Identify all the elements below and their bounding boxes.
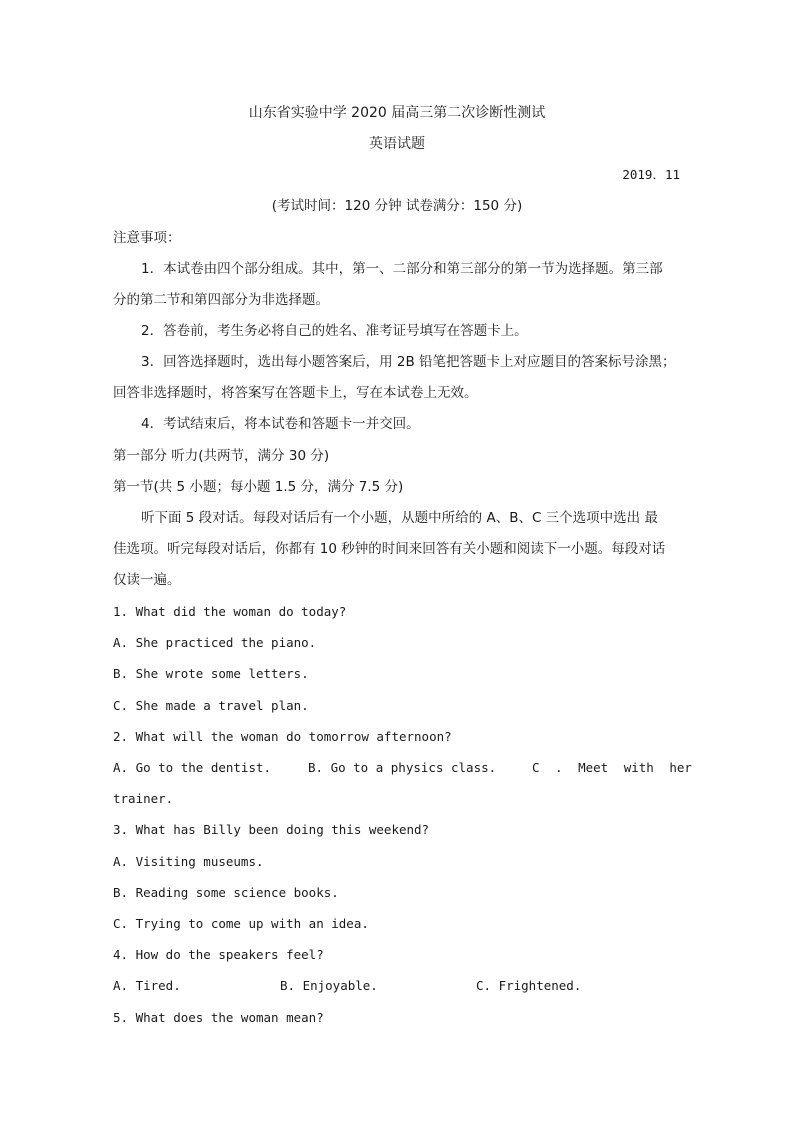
notes-heading: 注意事项： xyxy=(113,230,181,246)
exam-title: 山东省实验中学 2020 届高三第二次诊断性测试 xyxy=(248,105,546,121)
question-4-option-b: B. Enjoyable. xyxy=(280,978,378,993)
instructions-line-3: 仅读一遍。 xyxy=(113,572,181,588)
note-1-line-2: 分的第二节和第四部分为非选择题。 xyxy=(113,292,329,308)
question-4-option-c: C. Frightened. xyxy=(476,978,582,993)
question-3-option-a: A. Visiting museums. xyxy=(113,854,264,869)
note-3-line-1: 3．回答选择题时，选出每小题答案后，用 2B 铅笔把答题卡上对应题目的答案标号涂黑； xyxy=(141,354,676,370)
question-4: 4. How do the speakers feel? xyxy=(113,947,324,962)
question-3-option-b: B. Reading some science books. xyxy=(113,885,339,900)
question-2: 2. What will the woman do tomorrow afternoon? xyxy=(113,729,452,744)
question-1: 1. What did the woman do today? xyxy=(113,604,347,619)
question-1-option-b: B. She wrote some letters. xyxy=(113,666,309,681)
question-2-option-c: C . Meet with her xyxy=(532,760,692,775)
question-2-option-a: A. Go to the dentist. xyxy=(113,760,272,775)
question-5: 5. What does the woman mean? xyxy=(113,1010,324,1025)
question-1-option-a: A. She practiced the piano. xyxy=(113,635,317,650)
note-1-line-1: 1．本试卷由四个部分组成。其中，第一、二部分和第三部分的第一节为选择题。第三部 xyxy=(141,261,663,277)
instructions-line-2: 佳选项。听完每段对话后，你都有 10 秒钟的时间来回答有关小题和阅读下一小题。每段对话 xyxy=(113,541,666,557)
question-1-option-c: C. She made a travel plan. xyxy=(113,698,309,713)
instructions-line-1: 听下面 5 段对话。每段对话后有一个小题，从题中所给的 A、B、C 三个选项中选出 最 xyxy=(141,510,658,526)
note-4: 4．考试结束后，将本试卷和答题卡一并交回。 xyxy=(141,416,420,432)
question-2-option-b: B. Go to a physics class. xyxy=(308,760,497,775)
question-4-option-a: A. Tired. xyxy=(113,978,181,993)
section1-heading: 第一节(共 5 小题；每小题 1.5 分，满分 7.5 分) xyxy=(113,479,404,495)
exam-info: (考试时间：120 分钟 试卷满分：150 分) xyxy=(271,198,523,214)
part1-heading: 第一部分 听力(共两节，满分 30 分) xyxy=(113,448,330,464)
subject-title: 英语试题 xyxy=(369,136,425,152)
question-3: 3. What has Billy been doing this weekend? xyxy=(113,822,430,837)
note-2: 2．答卷前，考生务必将自己的姓名、准考证号填写在答题卡上。 xyxy=(141,323,528,339)
note-3-line-2: 回答非选择题时，将答案写在答题卡上，写在本试卷上无效。 xyxy=(113,385,478,401)
question-3-option-c: C. Trying to come up with an idea. xyxy=(113,916,369,931)
question-2-option-c-continued: trainer. xyxy=(113,791,174,806)
exam-date: 2019．11 xyxy=(622,167,680,182)
